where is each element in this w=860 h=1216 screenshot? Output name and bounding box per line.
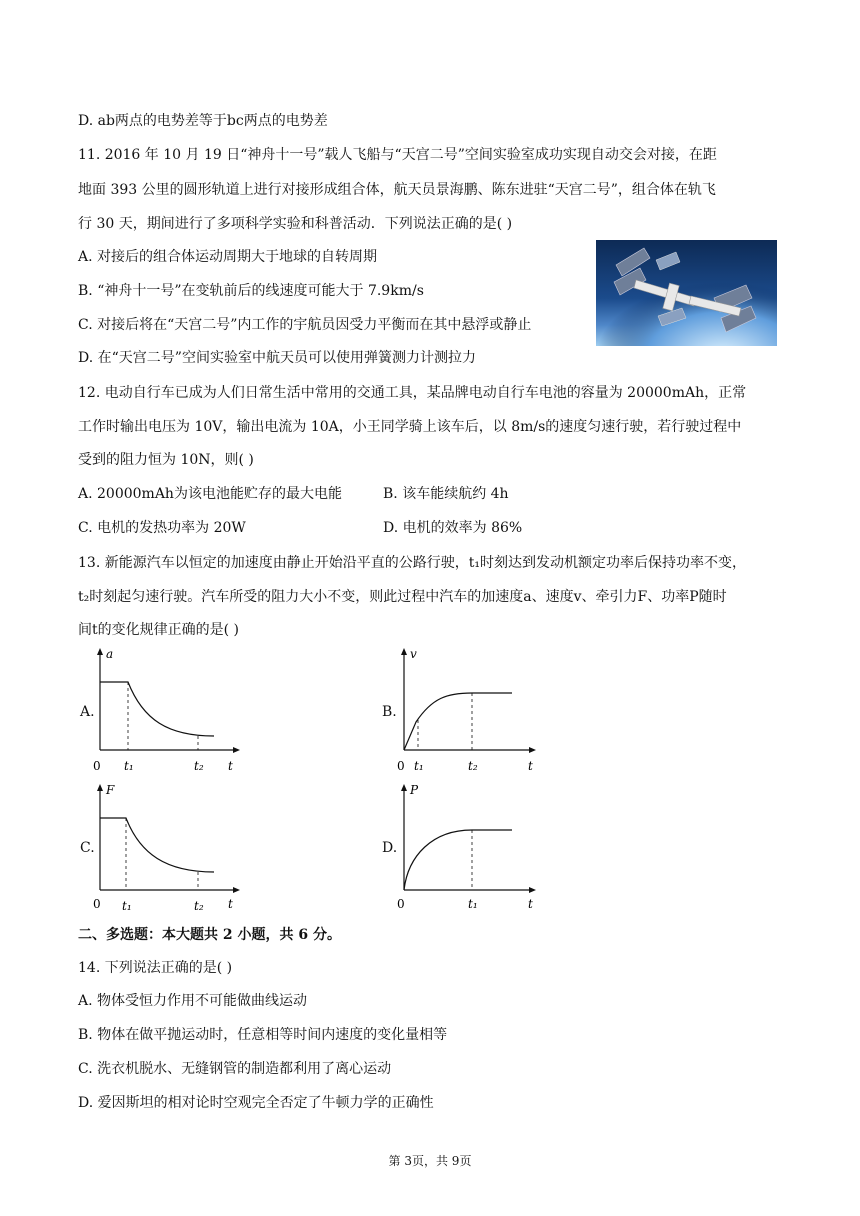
graph-c-y-label: F: [106, 783, 115, 797]
q13-stem-line-1: 13. 新能源汽车以恒定的加速度由静止开始沿平直的公路行驶，t₁时刻达到发动机额定功率后保持功率不变，: [78, 555, 746, 571]
graph-d-y-label: P: [410, 783, 419, 797]
q13-option-c-label: C.: [80, 840, 95, 856]
q11-option-b: B. “神舟十一号”在变轨前后的线速度可能大于 7.9km/s: [78, 283, 424, 299]
q13-graph-d: [392, 776, 552, 916]
graph-b-y-label: v: [410, 647, 417, 661]
q13-stem-line-3: 间t的变化规律正确的是( ): [78, 622, 239, 638]
q12-stem-line-3: 受到的阻力恒为 10N，则( ): [78, 452, 254, 468]
q11-stem-line-3: 行 30 天，期间进行了多项科学实验和科普活动．下列说法正确的是( ): [78, 216, 513, 232]
graph-c-t1: t₁: [122, 899, 132, 913]
graph-c-t2: t₂: [194, 899, 204, 913]
graph-a-origin: 0: [93, 759, 101, 773]
graph-a-t1: t₁: [124, 759, 134, 773]
q14-option-d: D. 爱因斯坦的相对论时空观完全否定了牛顿力学的正确性: [78, 1095, 434, 1111]
graph-c-origin: 0: [93, 897, 101, 911]
q11-option-c: C. 对接后将在“天宫二号”内工作的宇航员因受力平衡而在其中悬浮或静止: [78, 317, 532, 333]
q13-option-b-label: B.: [382, 704, 397, 720]
q12-option-a: A. 20000mAh为该电池能贮存的最大电能: [78, 486, 342, 502]
q11-option-a: A. 对接后的组合体运动周期大于地球的自转周期: [78, 249, 378, 265]
q14-option-a: A. 物体受恒力作用不可能做曲线运动: [78, 993, 308, 1009]
q14-option-c: C. 洗衣机脱水、无缝钢管的制造都利用了离心运动: [78, 1061, 392, 1077]
q14-stem: 14. 下列说法正确的是( ): [78, 960, 233, 976]
q12-option-c: C. 电机的发热功率为 20W: [78, 520, 246, 536]
q13-option-d-label: D.: [382, 840, 398, 856]
graph-b-origin: 0: [397, 759, 405, 773]
graph-a-t2: t₂: [194, 759, 204, 773]
q13-graph-b: [392, 640, 552, 780]
graph-a-x-label: t: [228, 759, 233, 773]
q13-option-a-label: A.: [80, 704, 95, 720]
graph-d-t1: t₁: [468, 897, 478, 911]
graph-a-y-label: a: [106, 647, 114, 661]
q12-stem-line-1: 12. 电动自行车已成为人们日常生活中常用的交通工具，某品牌电动自行车电池的容量为 20000mAh，正常: [78, 385, 747, 401]
graph-b-t2: t₂: [468, 759, 478, 773]
q12-option-b: B. 该车能续航约 4h: [383, 486, 509, 502]
q13-graph-a: [88, 640, 248, 780]
q12-stem-line-2: 工作时输出电压为 10V，输出电流为 10A，小王同学骑上该车后，以 8m/s的速度匀速行驶，若行驶过程中: [78, 419, 742, 435]
q14-option-b: B. 物体在做平抛运动时，任意相等时间内速度的变化量相等: [78, 1027, 448, 1043]
q10-option-d: D. ab两点的电势差等于bc两点的电势差: [78, 113, 328, 129]
q12-option-d: D. 电机的效率为 86%: [383, 520, 523, 536]
graph-d-origin: 0: [397, 897, 405, 911]
section-heading: 二、多选题：本大题共 2 小题，共 6 分。: [78, 927, 341, 943]
graph-c-x-label: t: [228, 897, 233, 911]
q13-stem-line-2: t₂时刻起匀速行驶。汽车所受的阻力大小不变，则此过程中汽车的加速度a、速度v、牵引力F、功率P随时: [78, 589, 727, 605]
page-footer: 第 3页，共 9页: [388, 1154, 472, 1168]
space-station-image: [596, 240, 777, 346]
q11-stem-line-2: 地面 393 公里的圆形轨道上进行对接形成组合体，航天员景海鹏、陈东进驻“天宫二号”，组合体在轨飞: [78, 182, 716, 198]
graph-d-x-label: t: [528, 897, 533, 911]
graph-b-t1: t₁: [414, 759, 424, 773]
q11-option-d: D. 在“天宫二号”空间实验室中航天员可以使用弹簧测力计测拉力: [78, 350, 476, 366]
graph-b-x-label: t: [528, 759, 533, 773]
q13-graph-c: [88, 776, 248, 916]
q11-stem-line-1: 11. 2016 年 10 月 19 日“神舟十一号”载人飞船与“天宫二号”空间实验室成功实现自动交会对接，在距: [78, 147, 717, 163]
